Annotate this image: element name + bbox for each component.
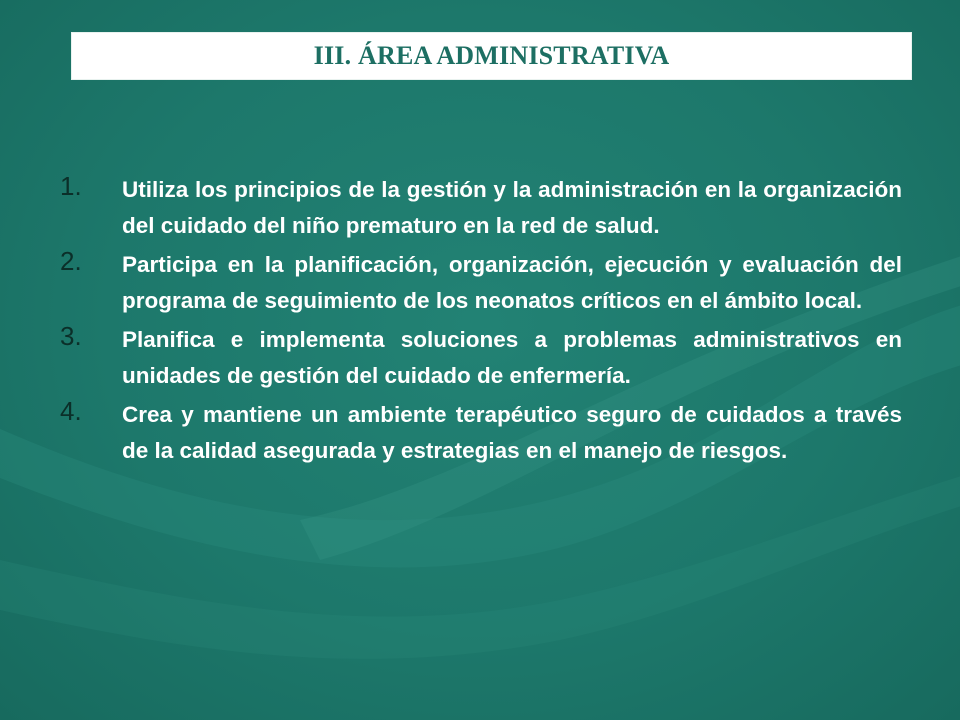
- list-item: [60, 247, 902, 318]
- list-item: [60, 172, 902, 243]
- list-item-number: 4.: [60, 396, 82, 426]
- list-item-text: Planifica e implementa soluciones a problemas administrativos en unidades de gestión del cuidado de enfermería.: [122, 327, 902, 388]
- list-item: [60, 322, 902, 393]
- list-item-number: 3.: [60, 321, 82, 351]
- title-box: [71, 32, 912, 80]
- list-item-text: Utiliza los principios de la gestión y la administración en la organización del cuidado del niño prematuro en la red de salud.: [122, 177, 902, 238]
- numbered-list: [60, 172, 902, 472]
- list-item-text: Crea y mantiene un ambiente terapéutico seguro de cuidados a través de la calidad asegurada y estrategias en el manejo de riesgos.: [122, 402, 902, 463]
- slide-title: III. ÁREA ADMINISTRATIVA: [313, 41, 670, 70]
- list-item: [60, 397, 902, 468]
- list-item-text: Participa en la planificación, organización, ejecución y evaluación del programa de seguimiento de los neonatos críticos en el ámbito local.: [122, 252, 902, 313]
- list-item-number: 2.: [60, 246, 82, 276]
- list-item-number: 1.: [60, 171, 82, 201]
